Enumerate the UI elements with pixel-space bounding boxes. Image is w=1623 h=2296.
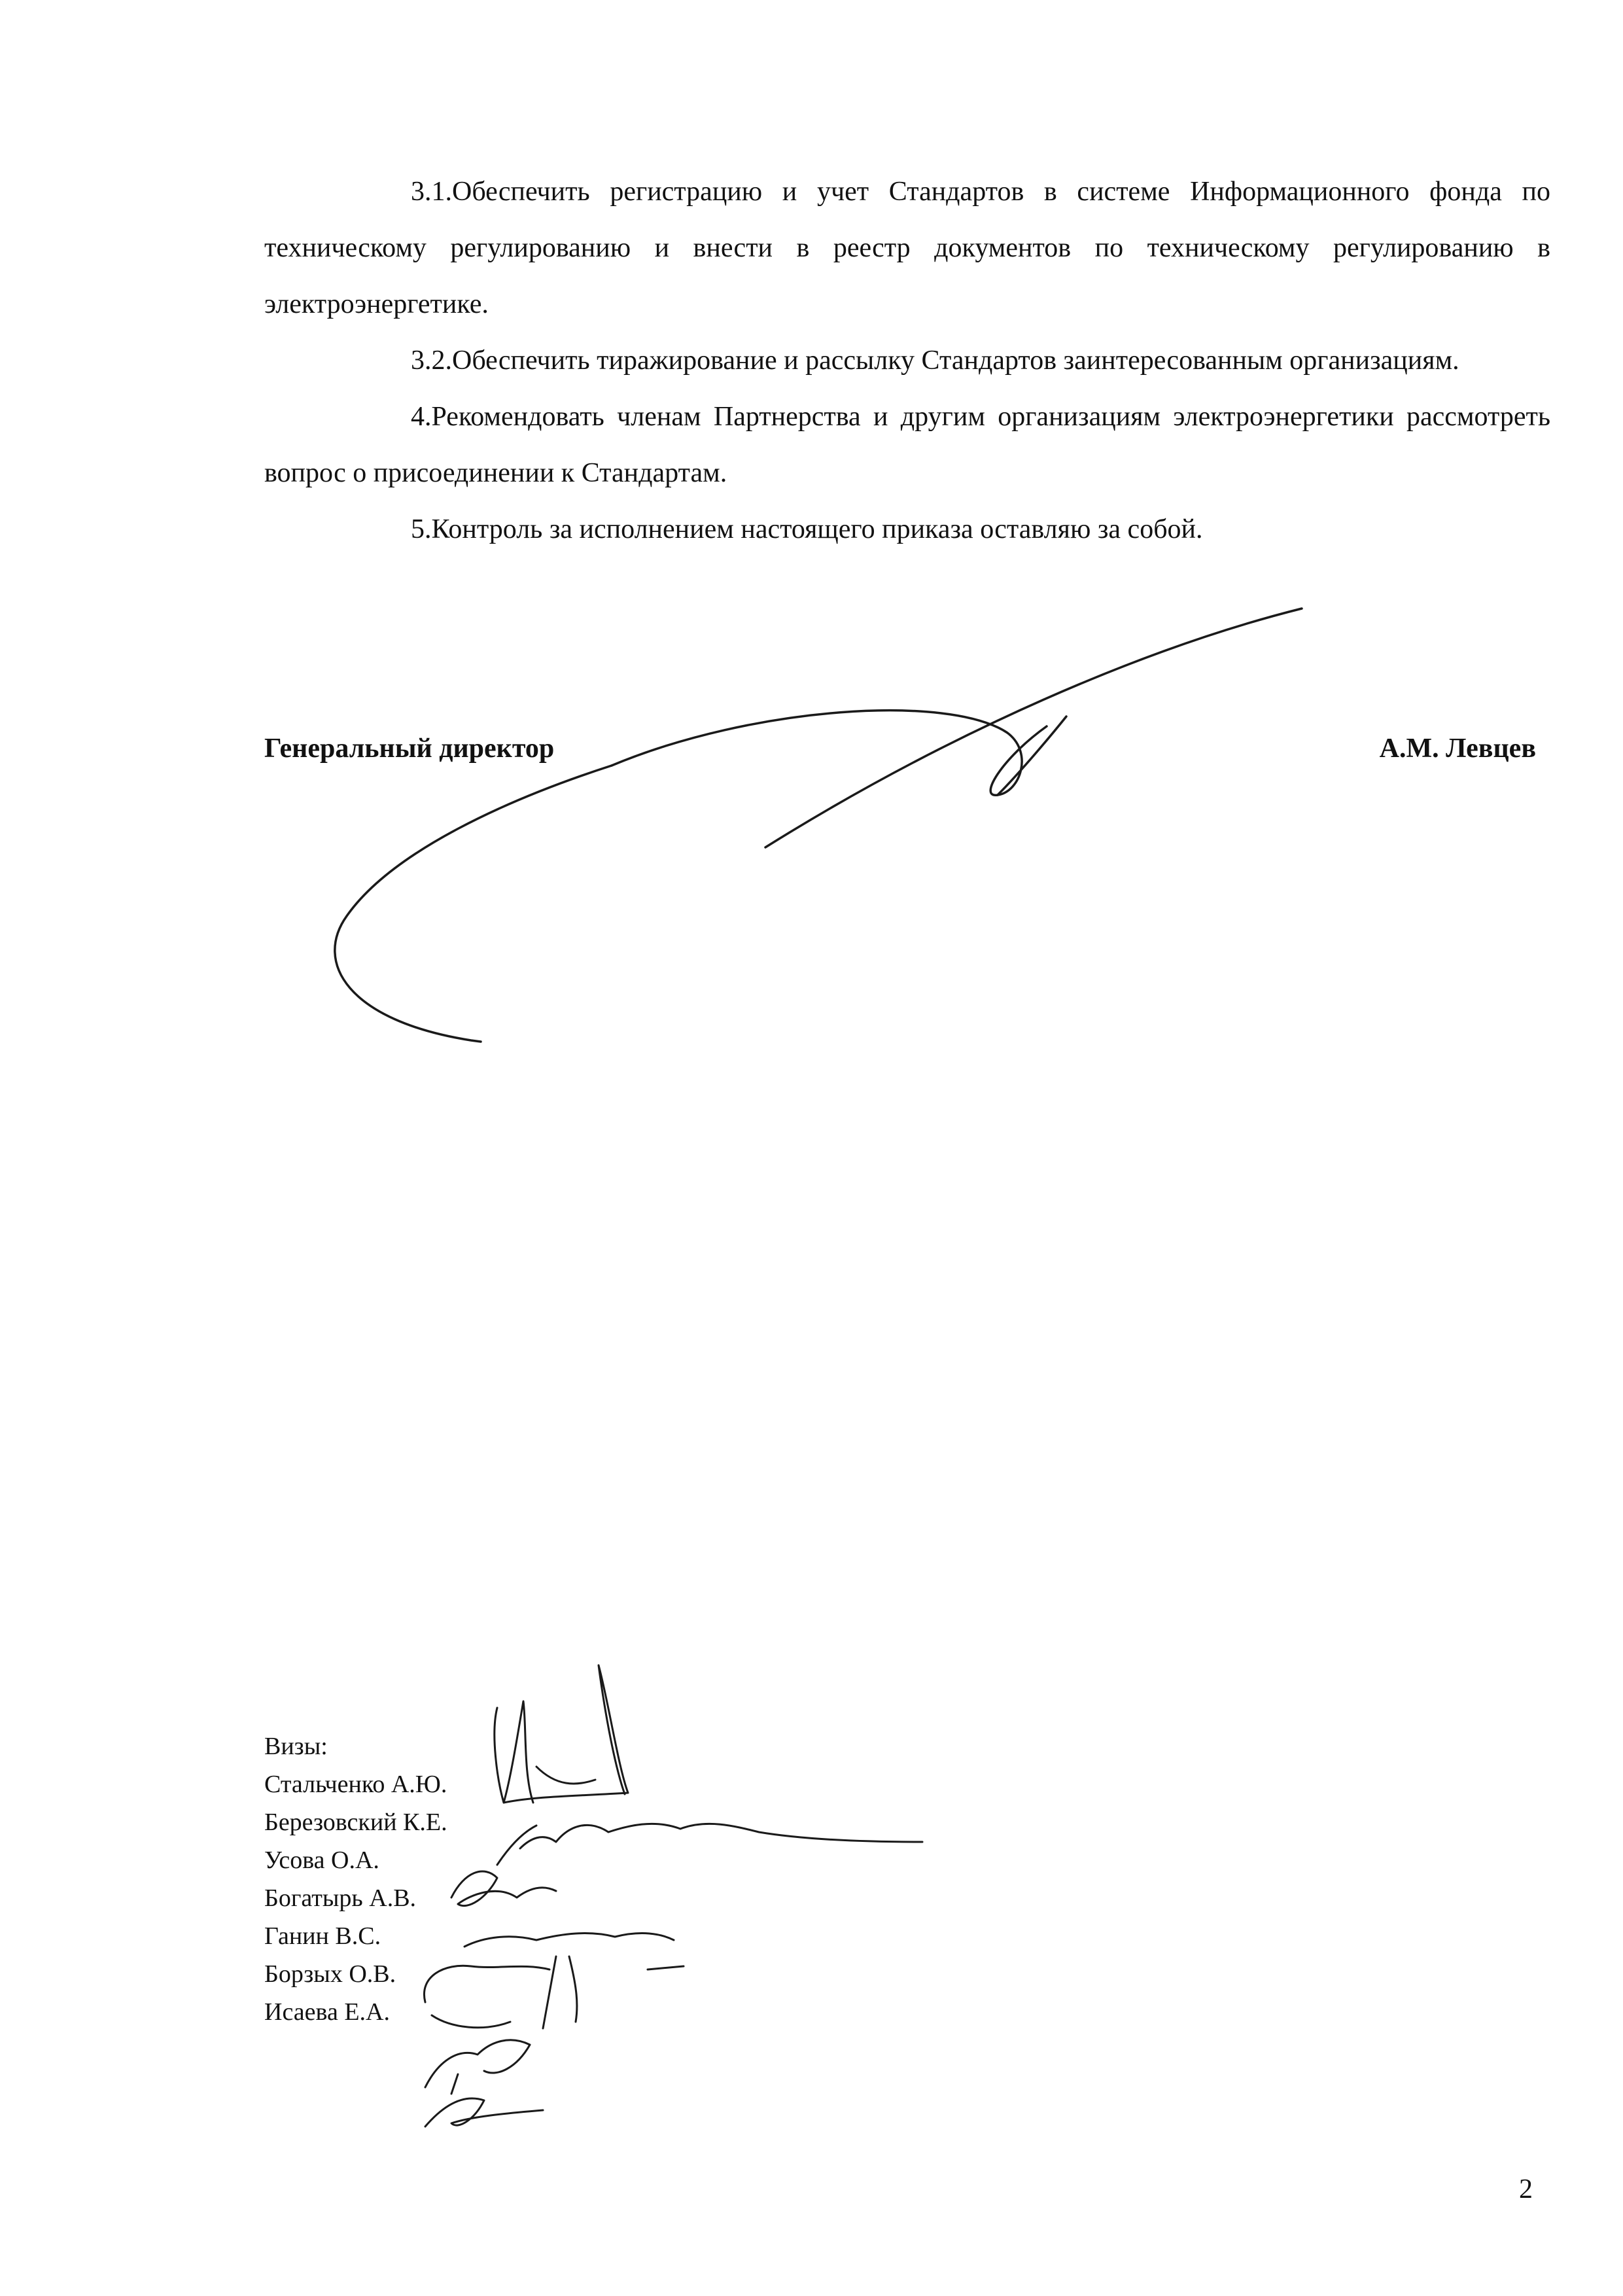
visa-name: Усова О.А. xyxy=(264,1846,379,1874)
paragraph-4 xyxy=(264,389,1550,501)
page-number: 2 xyxy=(1519,2174,1533,2204)
paragraph-text: Рекомендовать членам Партнерства и другим организациям электроэнергетики рассмотреть вопрос о присоединении к Стандартам. xyxy=(264,402,1550,488)
paragraph-text: Обеспечить регистрацию и учет Стандартов в системе Информационного фонда по техническому регулированию и внести в реестр документов по техническому регулированию в электроэнергетике. xyxy=(264,177,1550,319)
paragraph-3-2 xyxy=(264,332,1550,389)
signature-block xyxy=(264,733,1550,772)
visa-name: Стальченко А.Ю. xyxy=(264,1771,447,1798)
paragraph-number: 3.1. xyxy=(411,177,452,207)
visa-signatures xyxy=(424,1665,922,2127)
signatory-title: Генеральный директор xyxy=(264,733,555,764)
paragraph-5 xyxy=(264,501,1550,557)
signatory-name: А.М. Левцев xyxy=(1379,733,1536,764)
paragraph-number: 3.2. xyxy=(411,345,452,376)
paragraph-number: 4. xyxy=(411,402,432,432)
paragraph-text: Обеспечить тиражирование и рассылку Стандартов заинтересованным организациям. xyxy=(452,345,1459,376)
visa-name: Борзых О.В. xyxy=(264,1960,396,1988)
paragraph-text: Контроль за исполнением настоящего приказа оставляю за собой. xyxy=(431,514,1203,544)
visas-block xyxy=(264,1727,447,2031)
paragraph-3-1 xyxy=(264,164,1550,332)
visa-name: Березовский К.Е. xyxy=(264,1809,447,1836)
director-signature xyxy=(335,609,1302,1042)
visa-name: Ганин В.С. xyxy=(264,1922,381,1950)
visas-heading: Визы: xyxy=(264,1733,328,1760)
visa-name: Исаева Е.А. xyxy=(264,1998,390,2026)
visa-name: Богатырь А.В. xyxy=(264,1884,417,1912)
order-body xyxy=(264,164,1550,557)
paragraph-number: 5. xyxy=(411,514,432,544)
